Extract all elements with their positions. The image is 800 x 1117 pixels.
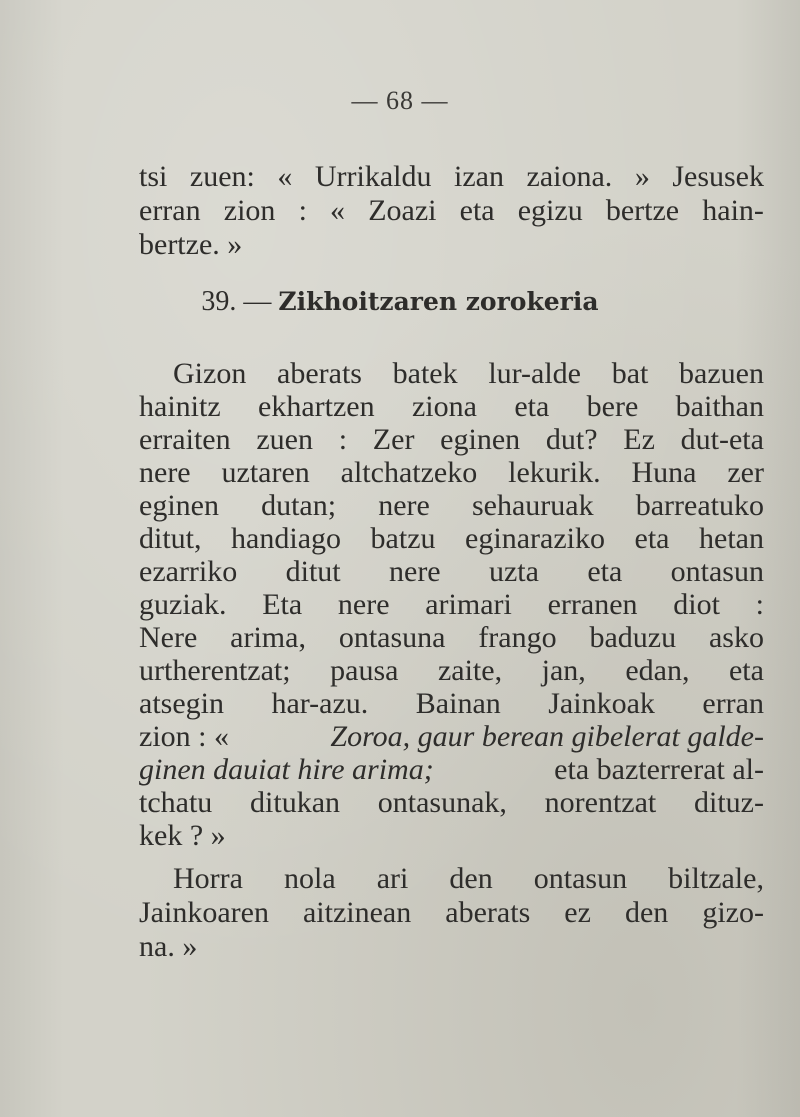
word: Zoazi xyxy=(368,194,437,227)
word: nere xyxy=(378,489,430,522)
word: Jainkoaren xyxy=(139,896,269,929)
word: ontasun xyxy=(533,862,628,895)
word: biltzale, xyxy=(668,862,764,895)
word: « xyxy=(277,160,293,193)
word: : xyxy=(298,194,307,227)
word: urtherentzat; xyxy=(139,654,291,687)
text-line xyxy=(139,522,764,556)
word: zuen: xyxy=(189,160,255,193)
section-title: Zikhoitzaren zorokeria xyxy=(278,287,599,316)
word: Gizon xyxy=(173,357,247,390)
word: nere xyxy=(139,456,191,489)
word: asko xyxy=(708,621,764,654)
word: gizo- xyxy=(702,896,764,929)
text-line: na. » xyxy=(139,930,198,963)
word: baithan xyxy=(675,390,764,423)
word: nola xyxy=(284,862,336,895)
word: aberats xyxy=(277,357,362,390)
word: » xyxy=(634,160,650,193)
word: Jesusek xyxy=(672,160,764,193)
word: dut? xyxy=(545,423,598,456)
text-line xyxy=(139,555,764,589)
word: uzta xyxy=(488,555,539,588)
text-line xyxy=(139,720,764,754)
text-segment: zion : « xyxy=(139,720,229,753)
word: zaite, xyxy=(437,654,503,687)
word: Ez xyxy=(623,423,655,456)
word: erraiten xyxy=(139,423,231,456)
word: hetan xyxy=(699,522,764,555)
word: guziak. xyxy=(139,588,227,621)
word: Bainan xyxy=(415,687,501,720)
word: hainitz xyxy=(139,390,221,423)
word: eginaraziko xyxy=(465,522,605,555)
word: norentzat xyxy=(544,786,657,819)
word: edan, xyxy=(625,654,690,687)
word: ari xyxy=(376,862,409,895)
word: eginen xyxy=(440,423,521,456)
word: tsi xyxy=(139,160,168,193)
word: handiago xyxy=(231,522,342,555)
word: ditut, xyxy=(139,522,202,555)
word: Jainkoak xyxy=(548,687,655,720)
text-line xyxy=(173,862,764,896)
word: jan, xyxy=(541,654,586,687)
word: diot xyxy=(673,588,720,621)
word: zaiona. xyxy=(526,160,613,193)
word: ezarriko xyxy=(139,555,238,588)
word: altchatzeko xyxy=(340,456,478,489)
word: eta xyxy=(514,390,550,423)
text-line xyxy=(139,654,764,688)
italic-quote: ginen dauiat hire arima; xyxy=(139,753,434,786)
word: Huna xyxy=(631,456,697,489)
word: dituz- xyxy=(694,786,764,819)
text-line: bertze. » xyxy=(139,228,243,261)
word: tchatu xyxy=(139,786,213,819)
word: den xyxy=(624,896,669,929)
word: egizu xyxy=(517,194,583,227)
word: barreatuko xyxy=(635,489,764,522)
text-line: kek ? » xyxy=(139,819,226,852)
word: ekhartzen xyxy=(258,390,375,423)
text-line xyxy=(139,489,764,523)
word: ontasuna xyxy=(338,621,446,654)
word: zer xyxy=(727,456,764,489)
word: den xyxy=(449,862,493,895)
word: Urrikaldu xyxy=(314,160,432,193)
word: eta xyxy=(634,522,670,555)
word: batzu xyxy=(370,522,436,555)
word: lur-alde xyxy=(488,357,581,390)
word: Zer xyxy=(372,423,415,456)
word: pausa xyxy=(330,654,399,687)
italic-quote: Zoroa, gaur berean gibelerat galde- xyxy=(330,720,764,753)
word: sehauruak xyxy=(471,489,594,522)
word: dut-eta xyxy=(680,423,764,456)
text-line xyxy=(139,687,764,721)
word: eta xyxy=(587,555,623,588)
text-line xyxy=(139,194,764,228)
word: izan xyxy=(454,160,504,193)
word: dutan; xyxy=(261,489,337,522)
word: Nere xyxy=(139,621,198,654)
word: nere xyxy=(389,555,441,588)
word: aitzinean xyxy=(302,896,412,929)
word: bat xyxy=(611,357,649,390)
text-line xyxy=(139,160,764,194)
word: ontasun xyxy=(670,555,764,588)
word: arimari xyxy=(425,588,512,621)
word: aberats xyxy=(445,896,531,929)
text-line xyxy=(139,588,764,622)
word: frango xyxy=(478,621,557,654)
word: erran xyxy=(702,687,764,720)
word: atsegin xyxy=(139,687,224,720)
word: Horra xyxy=(173,862,243,895)
text-line xyxy=(139,753,764,787)
word: erran xyxy=(139,194,201,227)
text-line xyxy=(139,786,764,820)
word: ez xyxy=(564,896,591,929)
text-line xyxy=(139,423,764,457)
page-number: — 68 — xyxy=(351,86,449,115)
word: Eta xyxy=(262,588,303,621)
word: uztaren xyxy=(221,456,310,489)
word: bazuen xyxy=(679,357,764,390)
word: har-azu. xyxy=(271,687,369,720)
word: batek xyxy=(392,357,458,390)
word: nere xyxy=(337,588,390,621)
word: eginen xyxy=(139,489,219,522)
word: lekurik. xyxy=(508,456,601,489)
word: bertze xyxy=(605,194,680,227)
word: baduzu xyxy=(589,621,677,654)
word: ditukan xyxy=(250,786,341,819)
word: eta xyxy=(728,654,764,687)
word: « xyxy=(330,194,346,227)
section-heading xyxy=(0,286,800,318)
word: ditut xyxy=(285,555,341,588)
section-number: 39. — xyxy=(201,286,272,317)
word: : xyxy=(338,423,348,456)
word: eta xyxy=(459,194,495,227)
text-line xyxy=(139,896,764,930)
word: arima, xyxy=(230,621,306,654)
word: erranen xyxy=(547,588,638,621)
word: zion xyxy=(223,194,276,227)
text-line xyxy=(173,357,764,391)
text-line xyxy=(139,456,764,490)
word: hain- xyxy=(702,194,764,227)
word: bere xyxy=(586,390,639,423)
word: zuen xyxy=(256,423,313,456)
word: ziona xyxy=(411,390,477,423)
word: : xyxy=(755,588,764,621)
word: ontasunak, xyxy=(377,786,507,819)
text-segment: eta bazterrerat al- xyxy=(554,753,764,786)
text-line xyxy=(139,390,764,424)
text-line xyxy=(139,621,764,655)
